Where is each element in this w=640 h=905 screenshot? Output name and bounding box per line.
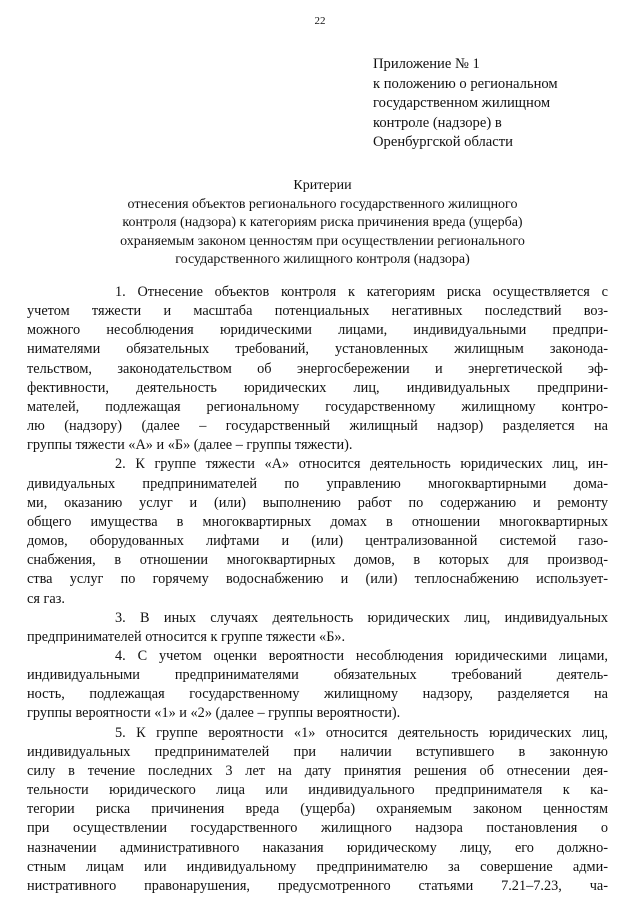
paragraph-line: предпринимателей относится к группе тяжести «Б». [27,628,346,645]
paragraph-line: тегории риска причинения вреда (ущерба) охраняемым законом ценностям [27,801,608,818]
paragraph-line: лю (надзору) (далее – государственный жилищный надзор) разделяется на [27,418,608,435]
paragraph-line: индивидуальных предпринимателей при наличии вступившего в законную [27,743,608,760]
paragraph-line: силу в течение последних 3 лет на дату принятия решения об отнесении дея- [27,762,608,779]
paragraph-line: можного несоблюдения юридическими лицами, индивидуальными предпри- [27,322,608,339]
heading-title: Критерии [293,178,352,193]
appendix-line: Оренбургской области [373,134,513,151]
paragraph [27,647,608,724]
paragraph [27,724,608,896]
appendix-line: Приложение № 1 [373,56,480,72]
paragraph-line: 5. К группе вероятности «1» относится деятельность юридических лиц, [115,724,608,741]
paragraph-line: домов, оборудованных лифтами и (или) централизованной системой газо- [27,533,608,550]
paragraph-line: тельством, законодательством об энергосбережении и энергетической эф- [27,360,608,377]
paragraph-line: дивидуальных предпринимателей по управлению многоквартирными дома- [27,475,608,492]
paragraph-line: группы вероятности «1» и «2» (далее – группы вероятности). [27,705,401,722]
paragraph-line: ми, оказанию услуг и (или) выполнению работ по содержанию и ремонту [27,494,608,511]
paragraph [27,609,608,647]
paragraph-line: индивидуальными предпринимателями обязательных требований деятель- [27,667,608,684]
paragraph-line: ность, подлежащая государственному жилищному надзору, разделяется на [27,686,608,703]
heading-line: отнесения объектов регионального государственного жилищного [127,196,518,212]
paragraph-line: 3. В иных случаях деятельность юридических лиц, индивидуальных [115,609,608,626]
paragraph-line: 4. С учетом оценки вероятности несоблюдения юридическими лицами, [115,647,608,664]
paragraph-line: назначении административного наказания юридическому лицу, его должно- [27,839,608,856]
heading-line: охраняемым законом ценностям при осуществлении регионального [120,233,525,249]
paragraph-line: нистративного правонарушения, предусмотренного статьями 7.21–7.23, ча- [27,877,608,894]
heading-line: государственного жилищного контроля (надзора) [175,252,470,267]
paragraph-line: общего имущества в многоквартирных домах в отношении многоквартирных [27,513,608,530]
paragraph-line: 1. Отнесение объектов контроля к категориям риска осуществляется с [115,284,608,300]
document-heading [40,177,605,270]
appendix-line: государственном жилищном [373,95,551,112]
paragraph-line: ства услуг по горячему водоснабжению и (или) теплоснабжению использует- [27,571,608,588]
paragraph-line: снабжения, в отношении многоквартирных домов, в которых для производ- [27,552,608,569]
paragraph-line: стным лицам или индивидуальному предпринимателю за совершение адми- [27,858,608,875]
paragraph-line: нимателями обязательных требований, установленных жилищным законода- [27,341,608,358]
appendix-line: контроле (надзоре) в [373,114,502,131]
paragraph-line: при осуществлении государственного жилищного надзора постановления о [27,820,608,837]
paragraph-line: мателей, подлежащая региональному государственному жилищному контро- [27,398,608,415]
paragraph-line: тельности юридического лица или индивидуального предпринимателя к ка- [27,782,608,799]
appendix-line: к положению о региональном [373,75,558,92]
paragraph-line: учетом тяжести и масштаба потенциальных негативных последствий воз- [27,303,608,320]
paragraph [27,283,608,455]
paragraph-line: 2. К группе тяжести «А» относится деятельность юридических лиц, ин- [115,456,608,473]
paragraph [27,455,608,608]
appendix-note [373,55,623,153]
document-body [27,283,608,896]
paragraph-line: фективности, деятельность юридических лиц, индивидуальных предприни- [27,379,608,396]
paragraph-line: группы тяжести «А» и «Б» (далее – группы тяжести). [27,437,353,454]
page-number: 22 [314,15,326,27]
paragraph-line: ся газ. [27,590,65,607]
heading-line: контроля (надзора) к категориям риска причинения вреда (ущерба) [122,215,523,230]
